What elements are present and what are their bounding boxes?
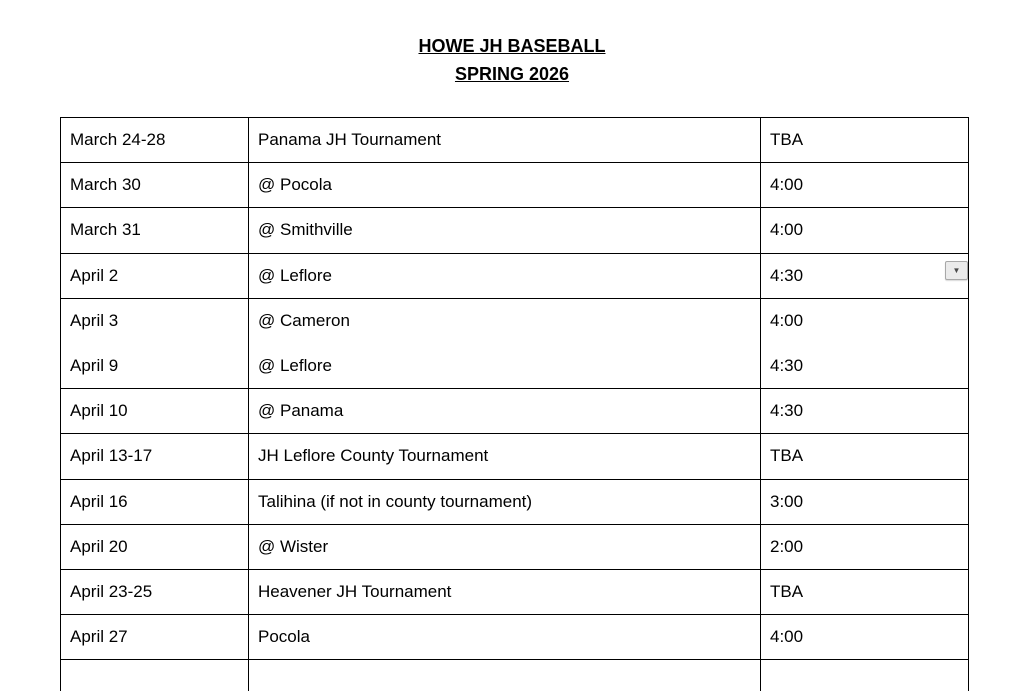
table-row (61, 253, 969, 298)
doc-title (0, 32, 1024, 88)
date-cell: April 23-25 (61, 569, 249, 614)
time-cell: 4:00 (761, 163, 969, 208)
time-cell: TBA (761, 569, 969, 614)
time-cell: 4:00 (761, 298, 969, 343)
date-cell: April 3 (61, 298, 249, 343)
date-cell: April 2 (61, 253, 249, 298)
table-row (61, 163, 969, 208)
event-cell: Pocola (249, 615, 761, 660)
time-cell: 4:30 (761, 343, 969, 388)
time-cell: 2:00 (761, 524, 969, 569)
date-cell: April 13-17 (61, 434, 249, 479)
time-cell: 4:00 (761, 615, 969, 660)
table-row (61, 343, 969, 388)
date-cell (61, 660, 249, 691)
date-cell: March 31 (61, 208, 249, 253)
table-row-partial (61, 660, 969, 691)
time-cell (761, 660, 969, 691)
table-row (61, 615, 969, 660)
event-cell: @ Pocola (249, 163, 761, 208)
time-cell: TBA (761, 434, 969, 479)
table-row (61, 569, 969, 614)
chevron-down-icon: ▼ (952, 266, 961, 275)
table-row (61, 298, 969, 343)
date-cell: April 9 (61, 343, 249, 388)
date-cell: March 30 (61, 163, 249, 208)
date-cell: April 16 (61, 479, 249, 524)
doc-title-line2: SPRING 2026 (454, 64, 570, 84)
event-cell: @ Panama (249, 389, 761, 434)
doc-title-line1: HOWE JH BASEBALL (418, 36, 606, 56)
table-row (61, 208, 969, 253)
event-cell: @ Cameron (249, 298, 761, 343)
event-cell: Heavener JH Tournament (249, 569, 761, 614)
date-cell: April 10 (61, 389, 249, 434)
event-cell: JH Leflore County Tournament (249, 434, 761, 479)
schedule-table (60, 117, 969, 691)
event-cell: Talihina (if not in county tournament) (249, 479, 761, 524)
schedule-body (61, 118, 969, 691)
event-cell: @ Wister (249, 524, 761, 569)
event-cell: Panama JH Tournament (249, 118, 761, 163)
time-cell: 4:30 (761, 253, 969, 298)
dropdown-button[interactable] (945, 261, 968, 280)
table-row (61, 118, 969, 163)
table-row (61, 434, 969, 479)
table-row (61, 524, 969, 569)
date-cell: March 24-28 (61, 118, 249, 163)
date-cell: April 20 (61, 524, 249, 569)
event-cell: @ Leflore (249, 253, 761, 298)
event-cell: @ Smithville (249, 208, 761, 253)
date-cell: April 27 (61, 615, 249, 660)
time-cell: 3:00 (761, 479, 969, 524)
time-cell: 4:30 (761, 389, 969, 434)
time-cell: 4:00 (761, 208, 969, 253)
event-cell (249, 660, 761, 691)
table-row (61, 389, 969, 434)
time-cell: TBA (761, 118, 969, 163)
event-cell: @ Leflore (249, 343, 761, 388)
table-row (61, 479, 969, 524)
